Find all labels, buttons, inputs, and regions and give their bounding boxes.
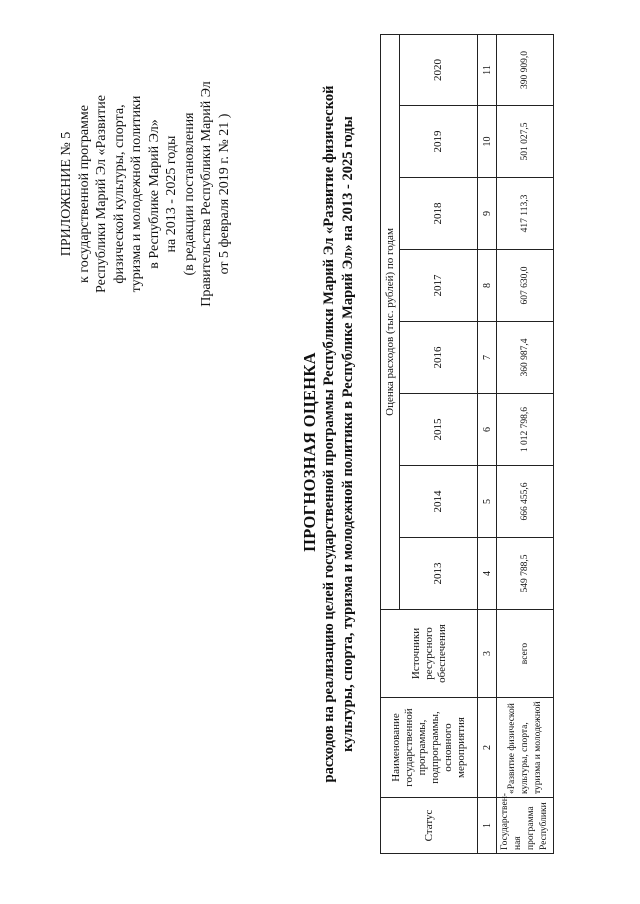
column-number: 1 (478, 798, 497, 854)
header-year: 2017 (400, 250, 478, 322)
column-number: 10 (478, 106, 497, 178)
row-amount: 417 113,3 (497, 178, 554, 250)
column-number: 3 (478, 610, 497, 698)
appendix-line: ПРИЛОЖЕНИЕ № 5 (59, 131, 74, 257)
appendix-line: Правительства Республики Марий Эл (199, 81, 214, 307)
row-amount: 549 788,5 (497, 538, 554, 610)
header-year: 2018 (400, 178, 478, 250)
table-row (497, 34, 554, 853)
header-year: 2016 (400, 322, 478, 394)
subtitle-line-1: расходов на реализацию целей государственной программы Республики Марий Эл «Развитие физической (321, 85, 337, 783)
expenses-table (380, 34, 554, 854)
header-expense-estimate: Оценка расходов (тыс. рублей) по годам (381, 34, 400, 609)
column-number: 8 (478, 250, 497, 322)
header-year: 2013 (400, 538, 478, 610)
column-number: 5 (478, 466, 497, 538)
column-number: 9 (478, 178, 497, 250)
column-number: 2 (478, 698, 497, 798)
header-funding-source: Источники ресурсного обеспечения (381, 610, 478, 698)
appendix-line: туризма и молодежной политики (129, 95, 144, 293)
row-amount: 390 909,0 (497, 34, 554, 105)
column-number: 4 (478, 538, 497, 610)
header-year: 2015 (400, 394, 478, 466)
header-status: Статус (381, 798, 478, 854)
subtitle-line-2: культуры, спорта, туризма и молодежной политики в Республике Марий Эл» на 2013 - 2025 годы (340, 116, 356, 752)
appendix-line: Республики Марий Эл «Развитие (94, 95, 109, 293)
row-amount: 1 012 798,6 (497, 394, 554, 466)
column-number: 6 (478, 394, 497, 466)
appendix-block (58, 69, 233, 319)
header-year: 2019 (400, 106, 478, 178)
row-amount: 666 455,6 (497, 466, 554, 538)
appendix-line: на 2013 - 2025 годы (164, 135, 179, 253)
row-amount: 501 027,5 (497, 106, 554, 178)
document-subtitle (320, 24, 358, 844)
appendix-line: к государственной программе (76, 105, 92, 283)
appendix-line: (в редакции постановления (181, 112, 197, 276)
header-year: 2020 (400, 34, 478, 105)
appendix-line: в Республике Марий Эл» (146, 119, 162, 269)
document-title: ПРОГНОЗНАЯ ОЦЕНКА (300, 352, 319, 552)
appendix-line: физической культуры, спорта, (111, 104, 127, 284)
row-program-name: «Развитие физической культуры, спорта, туризма и молодежной (497, 698, 554, 798)
row-funding-source: всего (497, 610, 554, 698)
header-year: 2014 (400, 466, 478, 538)
column-number: 7 (478, 322, 497, 394)
row-amount: 360 987,4 (497, 322, 554, 394)
row-status: Государствен-ная программа Республики (497, 798, 554, 854)
column-number: 11 (478, 34, 497, 105)
appendix-line: от 5 февраля 2019 г. № 21 ) (216, 113, 232, 275)
header-program-name: Наименование государственной программы, подпрограммы, основного мероприятия (381, 698, 478, 798)
row-amount: 607 630,0 (497, 250, 554, 322)
